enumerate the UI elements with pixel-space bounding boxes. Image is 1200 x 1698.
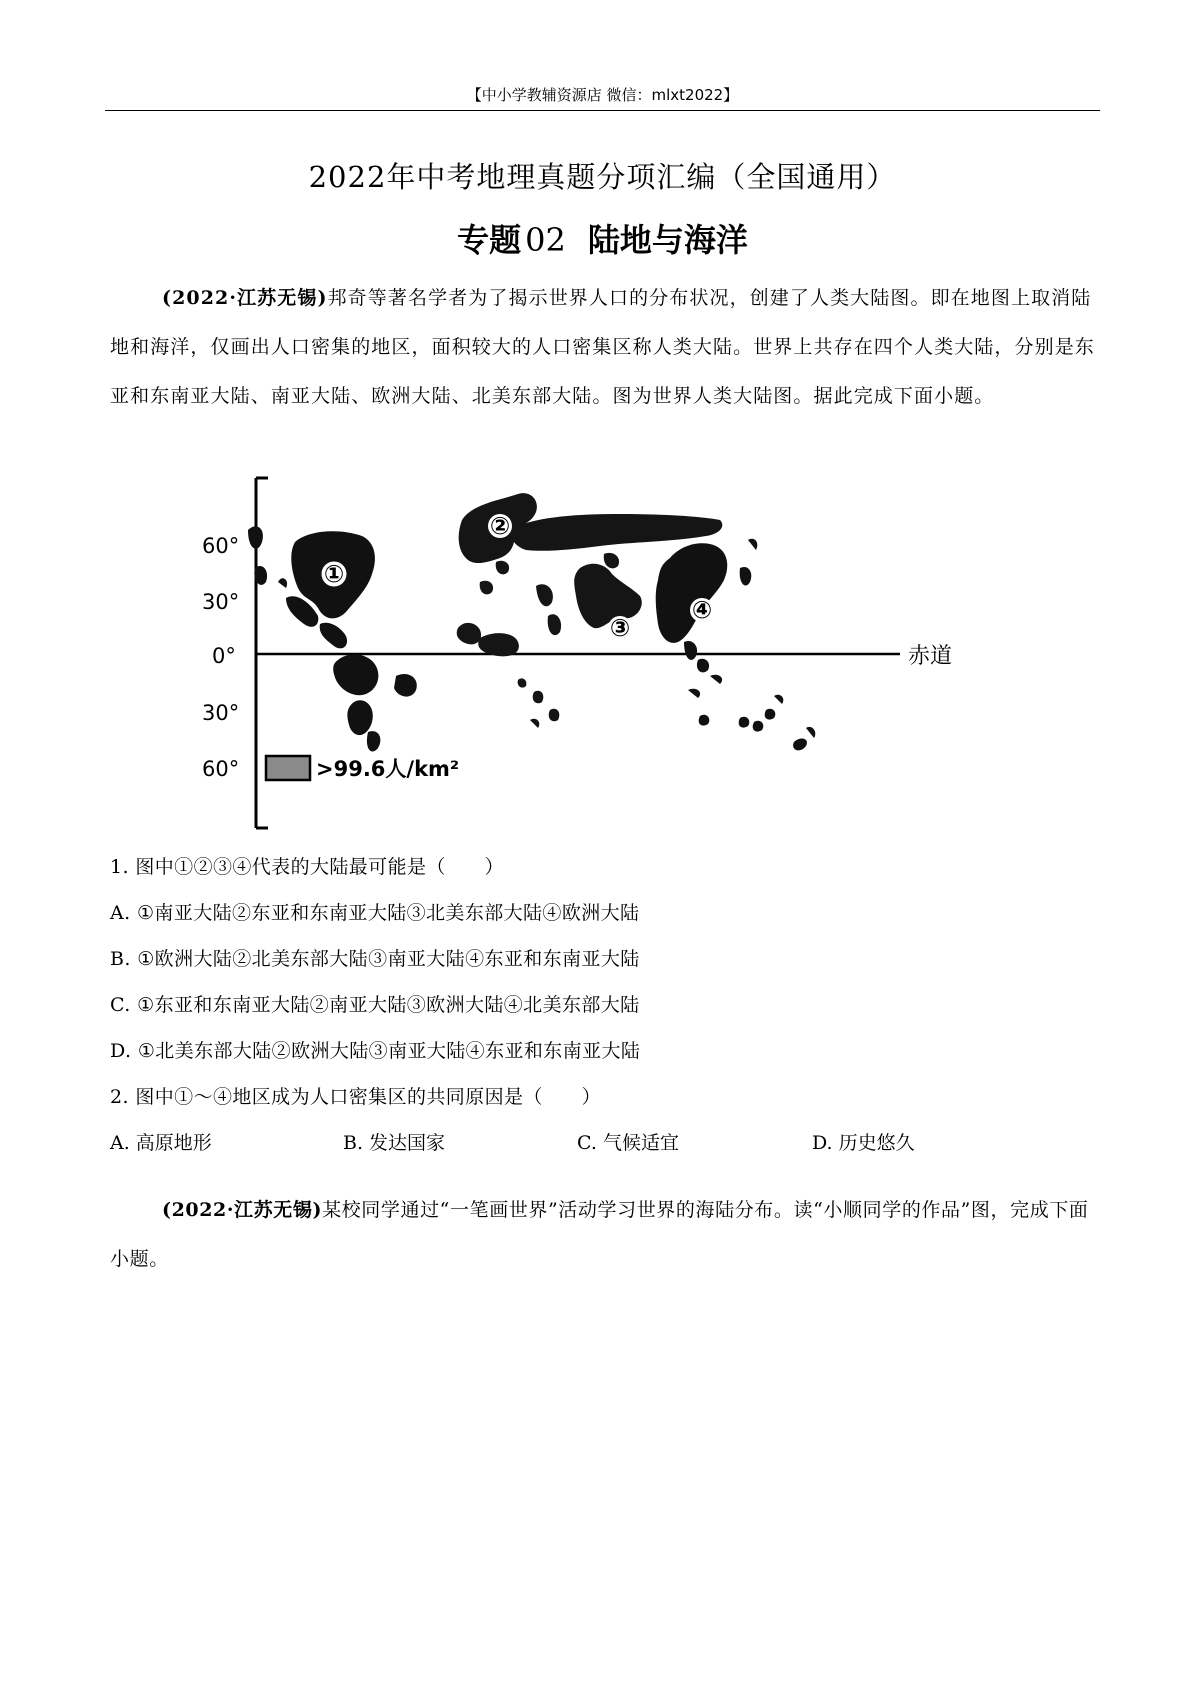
question-2-option-b: B. 发达国家: [343, 1132, 446, 1154]
lat-label-0: 0°: [212, 644, 236, 668]
marker-4: ④: [691, 596, 713, 624]
question-2-option-c: C. 气候适宜: [577, 1132, 679, 1154]
document-title: 2022年中考地理真题分项汇编（全国通用）: [308, 160, 897, 194]
equator-label: 赤道: [908, 644, 953, 669]
topic-number: 02: [525, 221, 566, 259]
south-asia-region: [574, 553, 642, 628]
header-rule: [105, 110, 1100, 111]
oceania-region: [699, 695, 816, 751]
question-1-stem: 1. 图中①②③④代表的大陆最可能是（ ）: [110, 856, 504, 878]
lat-label-30s: 30°: [202, 701, 240, 725]
lat-label-60n: 60°: [202, 534, 240, 558]
page-header: 【中小学教辅资源店 微信：mlxt2022】: [466, 86, 739, 104]
legend-swatch: [266, 756, 310, 780]
question-1-option-b: B. ①欧洲大陆②北美东部大陆③南亚大陆④东亚和东南亚大陆: [110, 948, 640, 970]
topic-prefix: 专题: [457, 221, 522, 259]
lat-label-60s: 60°: [202, 757, 240, 781]
passage-2-source: (2022·江苏无锡): [162, 1199, 323, 1221]
question-1-option-c: C. ①东亚和东南亚大陆②南亚大陆③欧洲大陆④北美东部大陆: [110, 994, 640, 1016]
passage-1-source: (2022·江苏无锡): [162, 287, 328, 309]
passage-2-text: 某校同学通过“一笔画世界”活动学习世界的海陆分布。读“小顺同学的作品”图，完成下面小题。: [110, 1199, 1089, 1270]
marker-3: ③: [609, 614, 631, 642]
north-america-region: [248, 526, 375, 648]
passage-1-text: 邦奇等著名学者为了揭示世界人口的分布状况，创建了人类大陆图。即在地图上取消陆地和海洋，仅画出人口密集的地区，面积较大的人口密集区称人类大陆。世界上共存在四个人类大陆，分别是东亚和东南亚大陆、南亚大陆、欧洲大陆、北美东部大陆。图为世界人类大陆图。据此完成下面小题。: [110, 287, 1095, 407]
topic-title: [105, 215, 1100, 261]
human-continents-map: [200, 470, 980, 840]
legend-label: >99.6人/km²: [316, 757, 460, 781]
passage-1: [110, 274, 1095, 421]
question-2-stem: 2. 图中①～④地区成为人口密集区的共同原因是（ ）: [110, 1086, 601, 1108]
question-2-option-a: A. 高原地形: [110, 1132, 212, 1154]
south-america-region: [333, 654, 417, 751]
question-2-option-d: D. 历史悠久: [812, 1132, 915, 1154]
passage-2: [110, 1186, 1095, 1284]
question-1-option-d: D. ①北美东部大陆②欧洲大陆③南亚大陆④东亚和东南亚大陆: [110, 1040, 641, 1062]
topic-name: 陆地与海洋: [587, 221, 748, 259]
africa-region: [457, 584, 561, 728]
question-1-option-a: A. ①南亚大陆②东亚和东南亚大陆③北美东部大陆④欧洲大陆: [110, 902, 640, 924]
lat-label-30n: 30°: [202, 590, 240, 614]
marker-1: ①: [323, 560, 345, 588]
marker-2: ②: [489, 512, 511, 540]
